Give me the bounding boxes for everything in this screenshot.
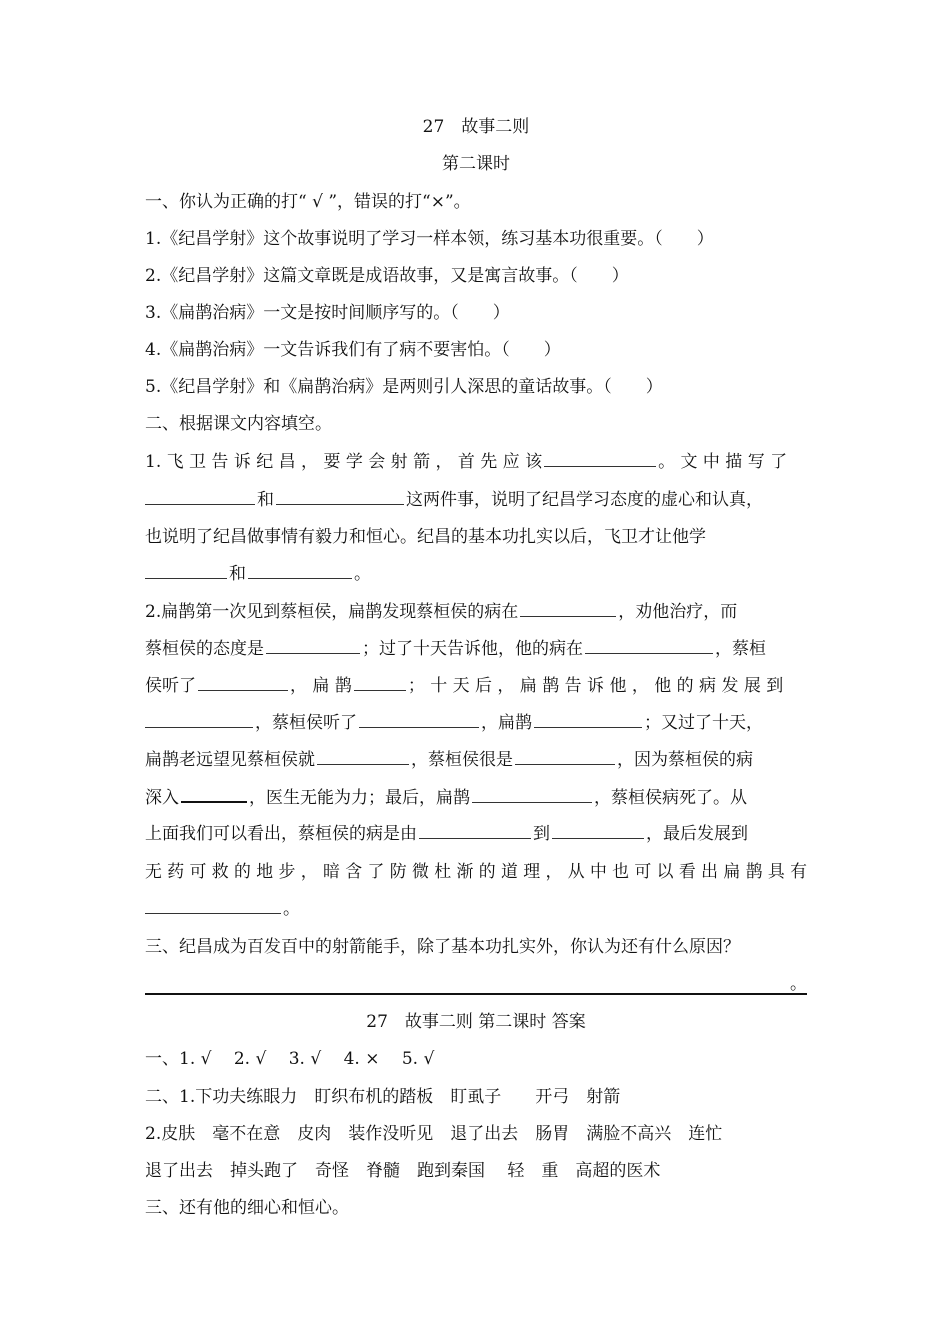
answer-blank[interactable]	[181, 785, 247, 803]
q2-text: ，劝他治疗，而	[618, 602, 738, 622]
q2-text: 到	[533, 824, 550, 844]
answers-title: 27 故事二则 第二课时 答案	[366, 1012, 586, 1032]
answer-line-4: 退了出去 掉头跑了 奇怪 脊髓 跑到秦国 轻 重 高超的医术	[145, 1161, 661, 1181]
q2-line-9	[145, 897, 807, 921]
q2-line-1	[145, 600, 807, 624]
q1-text: 1. 飞 卫 告 诉 纪 昌 ， 要 学 会 射 箭 ， 首 先 应 该	[145, 452, 543, 472]
answer-blank[interactable]	[544, 450, 656, 467]
q1-text: 这两件事，说明了纪昌学习态度的虚心和认真，	[406, 490, 763, 510]
answer-blank[interactable]	[248, 562, 352, 579]
q2-line-7	[145, 822, 807, 846]
q2-text: 侯听了	[145, 676, 196, 696]
q2-text: ，蔡桓侯很是	[411, 750, 513, 770]
answer-blank[interactable]	[354, 674, 406, 691]
section1-item-2: 2.《纪昌学射》这篇文章既是成语故事，又是寓言故事。（ ）	[145, 266, 629, 286]
answer-blank[interactable]	[266, 637, 360, 654]
q2-text: ， 扁 鹊	[290, 676, 352, 696]
answer-blank[interactable]	[520, 600, 616, 617]
answer-blank[interactable]	[145, 562, 227, 579]
q2-text: 扁鹊老远望见蔡桓侯就	[145, 750, 315, 770]
q2-text: ，最后发展到	[646, 824, 748, 844]
q1-line-3: 也说明了纪昌做事情有毅力和恒心。纪昌的基本功扎实以后，飞卫才让他学	[145, 527, 706, 547]
q1-text: 。 文 中 描 写 了	[658, 452, 788, 472]
q2-text: 深入	[145, 788, 179, 808]
q2-text: 。	[283, 899, 300, 919]
answer-blank[interactable]	[419, 822, 531, 839]
section1-item-5: 5.《纪昌学射》和《扁鹊治病》是两则引人深思的童话故事。（ ）	[145, 377, 663, 397]
section3-heading: 三、纪昌成为百发百中的射箭能手，除了基本功扎实外，你认为还有什么原因？	[145, 937, 740, 957]
q2-text: ； 十 天 后 ， 扁 鹊 告 诉 他 ， 他 的 病 发 展 到	[407, 676, 784, 696]
section3-end-mark: 。	[790, 974, 807, 994]
answer-line-2: 二、1.下功夫练眼力 盯织布机的踏板 盯虱子 开弓 射箭	[145, 1087, 621, 1107]
q1-line-2	[145, 488, 807, 512]
answer-blank[interactable]	[552, 822, 644, 839]
q1-line-1	[145, 450, 807, 474]
q2-line-4	[145, 711, 807, 735]
page-title: 27 故事二则	[422, 117, 530, 137]
q1-text: 和	[257, 490, 274, 510]
section1-item-3: 3.《扁鹊治病》一文是按时间顺序写的。（ ）	[145, 303, 510, 323]
answer-blank[interactable]	[198, 674, 288, 691]
q1-line-4	[145, 562, 807, 586]
answer-blank[interactable]	[534, 711, 642, 728]
section2-heading: 二、根据课文内容填空。	[145, 414, 332, 434]
q2-text: ；又过了十天，	[644, 713, 763, 733]
q1-text: 和	[229, 564, 246, 584]
answer-line-5: 三、还有他的细心和恒心。	[145, 1198, 349, 1218]
answer-line-3: 2.皮肤 毫不在意 皮肉 装作没听见 退了出去 肠胃 满脸不高兴 连忙	[145, 1124, 723, 1144]
q2-text: ，因为蔡桓侯的病	[617, 750, 753, 770]
answer-blank[interactable]	[145, 897, 281, 914]
q2-text: ，扁鹊	[481, 713, 532, 733]
answer-blank[interactable]	[359, 711, 479, 728]
answer-blank[interactable]	[317, 748, 409, 765]
answer-blank[interactable]	[515, 748, 615, 765]
q1-text: 。	[354, 564, 371, 584]
q2-text: ；过了十天告诉他，他的病在	[362, 639, 583, 659]
answer-blank[interactable]	[276, 488, 404, 505]
q2-line-5	[145, 748, 807, 772]
section1-heading: 一、你认为正确的打“ √ ”，错误的打“×”。	[145, 192, 471, 212]
q2-line-6	[145, 785, 807, 810]
answer-blank[interactable]	[145, 488, 255, 505]
q2-text: 蔡桓侯的态度是	[145, 639, 264, 659]
answer-line-1: 一、1. √ 2. √ 3. √ 4. × 5. √	[145, 1049, 435, 1069]
q2-text: 2.扁鹊第一次见到蔡桓侯，扁鹊发现蔡桓侯的病在	[145, 602, 519, 622]
divider-rule	[145, 993, 807, 995]
section1-item-1: 1.《纪昌学射》这个故事说明了学习一样本领，练习基本功很重要。（ ）	[145, 229, 714, 249]
answer-blank[interactable]	[145, 711, 253, 728]
q2-text: ，医生无能为力；最后，扁鹊	[249, 788, 470, 808]
answer-blank[interactable]	[472, 786, 592, 803]
page-subtitle: 第二课时	[442, 154, 510, 174]
q2-text: 上面我们可以看出，蔡桓侯的病是由	[145, 824, 417, 844]
section1-item-4: 4.《扁鹊治病》一文告诉我们有了病不要害怕。（ ）	[145, 340, 561, 360]
q2-text: ，蔡桓侯听了	[255, 713, 357, 733]
q2-line-8: 无 药 可 救 的 地 步 ， 暗 含 了 防 微 杜 渐 的 道 理 ， 从 中 也 可 以 看 出 扁 鹊 具 有	[145, 862, 808, 882]
q2-text: ，蔡桓侯病死了。从	[594, 788, 747, 808]
answer-blank[interactable]	[585, 637, 713, 654]
q2-line-2	[145, 637, 807, 661]
q2-line-3	[145, 674, 807, 698]
q2-text: ，蔡桓	[715, 639, 766, 659]
